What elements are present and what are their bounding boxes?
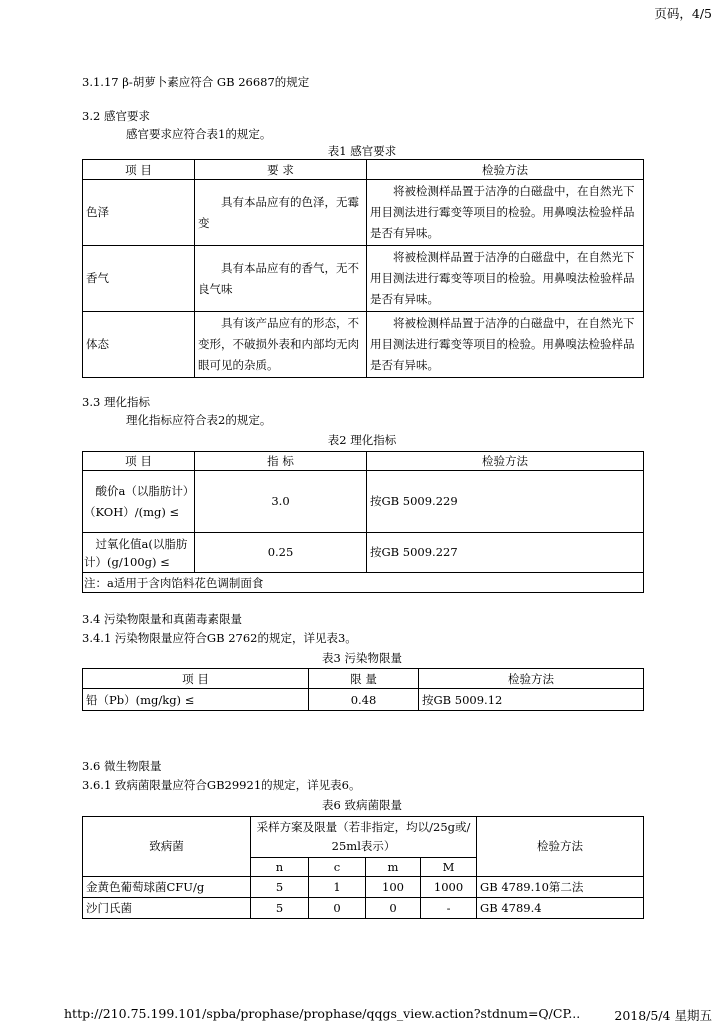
page-number: 页码，4/5 xyxy=(654,6,712,21)
row-item: 酸价a（以脂肪计）（KOH）/(mg) ≤ xyxy=(83,471,195,533)
table-caption-6: 表6 致病菌限量 xyxy=(322,798,402,812)
row-M: 1000 xyxy=(421,877,477,898)
row-c: 0 xyxy=(309,898,366,919)
clause-3-6-1: 3.6.1 致病菌限量应符合GB29921的规定，详见表6。 xyxy=(82,778,361,792)
table-caption-3: 表3 污染物限量 xyxy=(322,651,402,665)
row-value: 3.0 xyxy=(195,471,367,533)
section-heading-3-6: 3.6 微生物限量 xyxy=(82,759,162,773)
section-intro-3-3: 理化指标应符合表2的规定。 xyxy=(126,413,272,427)
col-header-limit: 限 量 xyxy=(309,669,419,689)
subcol-m: m xyxy=(366,858,421,877)
row-m: 0 xyxy=(366,898,421,919)
pathogen-table xyxy=(82,816,644,919)
table-caption-1: 表1 感官要求 xyxy=(327,144,397,158)
row-method: 按GB 5009.229 xyxy=(367,471,644,533)
col-header-item: 项 目 xyxy=(83,160,195,180)
col-header-sampling: 采样方案及限量（若非指定，均以/25g或/25ml表示） xyxy=(251,817,477,858)
clause-3-4-1: 3.4.1 污染物限量应符合GB 2762的规定，详见表3。 xyxy=(82,631,357,645)
table-note: 注：a适用于含肉馅料花色调制面食 xyxy=(83,573,644,593)
footer-date: 2018/5/4 星期五 xyxy=(614,1008,712,1023)
section-heading-3-4: 3.4 污染物限量和真菌毒素限量 xyxy=(82,612,242,626)
row-method: 将被检测样品置于洁净的白磁盘中，在自然光下用目测法进行霉变等项目的检验。用鼻嗅法检验样品是否有异味。 xyxy=(367,246,644,312)
col-header-item: 项 目 xyxy=(83,452,195,471)
row-pathogen: 沙门氏菌 xyxy=(83,898,251,919)
row-method: 按GB 5009.12 xyxy=(419,689,644,711)
row-pathogen: 金黄色葡萄球菌CFU/g xyxy=(83,877,251,898)
row-requirement: 具有本品应有的色泽，无霉变 xyxy=(195,180,367,246)
footer-url[interactable]: http://210.75.199.101/spba/prophase/prophase/qqgs_view.action?stdnum=Q/CP... xyxy=(64,1006,581,1021)
row-item: 香气 xyxy=(83,246,195,312)
row-item: 铅（Pb）(mg/kg) ≤ xyxy=(83,689,309,711)
sensory-table xyxy=(82,159,644,378)
table-row xyxy=(83,533,644,573)
subcol-c: c xyxy=(309,858,366,877)
table-row xyxy=(83,898,644,919)
subcol-n: n xyxy=(251,858,309,877)
physchem-table xyxy=(82,451,644,593)
col-header-method: 检验方法 xyxy=(419,669,644,689)
row-value: 0.48 xyxy=(309,689,419,711)
section-heading-3-2: 3.2 感官要求 xyxy=(82,109,150,123)
table-caption-2: 表2 理化指标 xyxy=(327,433,397,447)
row-item: 色泽 xyxy=(83,180,195,246)
col-header-value: 指 标 xyxy=(195,452,367,471)
row-n: 5 xyxy=(251,898,309,919)
row-item: 体态 xyxy=(83,312,195,378)
col-header-item: 项 目 xyxy=(83,669,309,689)
col-header-method: 检验方法 xyxy=(367,452,644,471)
subcol-M: M xyxy=(421,858,477,877)
row-item: 过氧化值a(以脂肪计）(g/100g) ≤ xyxy=(83,533,195,573)
row-requirement: 具有该产品应有的形态，不变形，不破损外表和内部均无肉眼可见的杂质。 xyxy=(195,312,367,378)
clause-3-1-17: 3.1.17 β-胡萝卜素应符合 GB 26687的规定 xyxy=(82,75,310,89)
section-intro-3-2: 感官要求应符合表1的规定。 xyxy=(126,127,272,141)
row-M: - xyxy=(421,898,477,919)
row-method: GB 4789.10第二法 xyxy=(477,877,644,898)
col-header-pathogen: 致病菌 xyxy=(83,817,251,877)
row-method: 将被检测样品置于洁净的白磁盘中，在自然光下用目测法进行霉变等项目的检验。用鼻嗅法检验样品是否有异味。 xyxy=(367,180,644,246)
table-row xyxy=(83,180,644,246)
row-m: 100 xyxy=(366,877,421,898)
col-header-requirement: 要 求 xyxy=(195,160,367,180)
row-n: 5 xyxy=(251,877,309,898)
row-requirement: 具有本品应有的香气，无不良气味 xyxy=(195,246,367,312)
table-row xyxy=(83,689,644,711)
row-c: 1 xyxy=(309,877,366,898)
table-row xyxy=(83,877,644,898)
row-method: 将被检测样品置于洁净的白磁盘中，在自然光下用目测法进行霉变等项目的检验。用鼻嗅法检验样品是否有异味。 xyxy=(367,312,644,378)
table-row xyxy=(83,312,644,378)
row-method: GB 4789.4 xyxy=(477,898,644,919)
table-row xyxy=(83,246,644,312)
row-method: 按GB 5009.227 xyxy=(367,533,644,573)
col-header-method: 检验方法 xyxy=(477,817,644,877)
col-header-method: 检验方法 xyxy=(367,160,644,180)
row-value: 0.25 xyxy=(195,533,367,573)
table-row xyxy=(83,471,644,533)
section-heading-3-3: 3.3 理化指标 xyxy=(82,395,150,409)
contaminant-table xyxy=(82,668,644,711)
